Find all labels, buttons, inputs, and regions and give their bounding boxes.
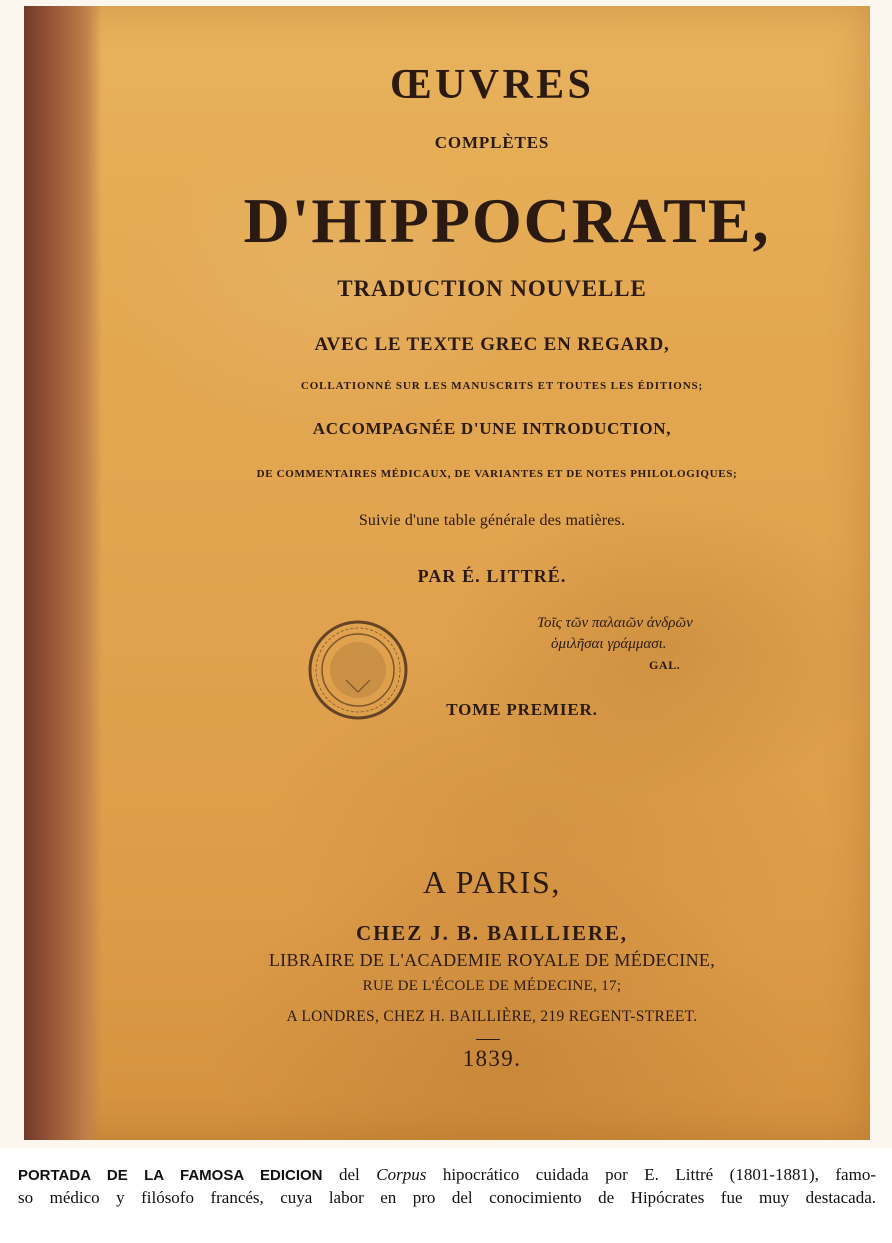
- subtitle-table: Suivie d'une table générale des matières.: [358, 512, 626, 529]
- subtitle-introduction: ACCOMPAGNÉE D'UNE INTRODUCTION,: [312, 419, 672, 438]
- epigraph-line-1: Τοῖς τῶν παλαιῶν ἀνδρῶν: [537, 615, 693, 631]
- imprint-publisher: CHEZ J. B. BAILLIERE,: [356, 921, 628, 945]
- caption-text-2: hipocrático cuidada por E. Littré (1801-1881), famo-: [426, 1165, 876, 1184]
- caption-line-2: so médico y filósofo francés, cuya labor en pro del conocimiento de Hipócrates fue muy destacada.: [18, 1188, 876, 1207]
- subtitle-texte-grec: AVEC LE TEXTE GREC EN REGARD,: [314, 334, 670, 355]
- title-page: [24, 6, 870, 1140]
- title-oeuvres: ŒUVRES: [389, 62, 595, 108]
- epigraph-attribution: GAL.: [649, 658, 681, 672]
- volume-label: TOME PREMIER.: [446, 700, 598, 719]
- imprint-publisher-title: LIBRAIRE DE L'ACADEMIE ROYALE DE MÉDECINE,: [268, 950, 716, 970]
- epigraph-line-2: ὁμιλῆσαι γράμμασι.: [551, 636, 667, 652]
- greek-epigraph: [537, 613, 757, 676]
- year-rule: [476, 1039, 500, 1040]
- subtitle-collationne: COLLATIONNÉ SUR LES MANUSCRITS ET TOUTES LES ÉDITIONS;: [300, 380, 704, 392]
- caption-lead: PORTADA DE LA FAMOSA EDICION: [18, 1167, 323, 1184]
- subtitle-commentaires: DE COMMENTAIRES MÉDICAUX, DE VARIANTES ET DE NOTES PHILOLOGIQUES;: [256, 468, 738, 480]
- imprint-place: A PARIS,: [423, 864, 561, 900]
- title-hippocrate: D'HIPPOCRATE,: [243, 185, 771, 256]
- figure-caption: [18, 1164, 876, 1209]
- caption-line-1: [18, 1164, 876, 1187]
- imprint-london: A LONDRES, CHEZ H. BAILLIÈRE, 219 REGENT-STREET.: [286, 1008, 698, 1025]
- caption-text-1: del: [322, 1165, 377, 1184]
- book-spine: [24, 6, 102, 1140]
- subtitle-traduction: TRADUCTION NOUVELLE: [337, 276, 647, 301]
- imprint-year: 1839.: [462, 1046, 522, 1071]
- caption-italic: Corpus: [376, 1165, 427, 1184]
- author-line: PAR É. LITTRÉ.: [417, 566, 567, 586]
- imprint-address: RUE DE L'ÉCOLE DE MÉDECINE, 17;: [362, 978, 622, 994]
- title-completes: COMPLÈTES: [434, 133, 550, 152]
